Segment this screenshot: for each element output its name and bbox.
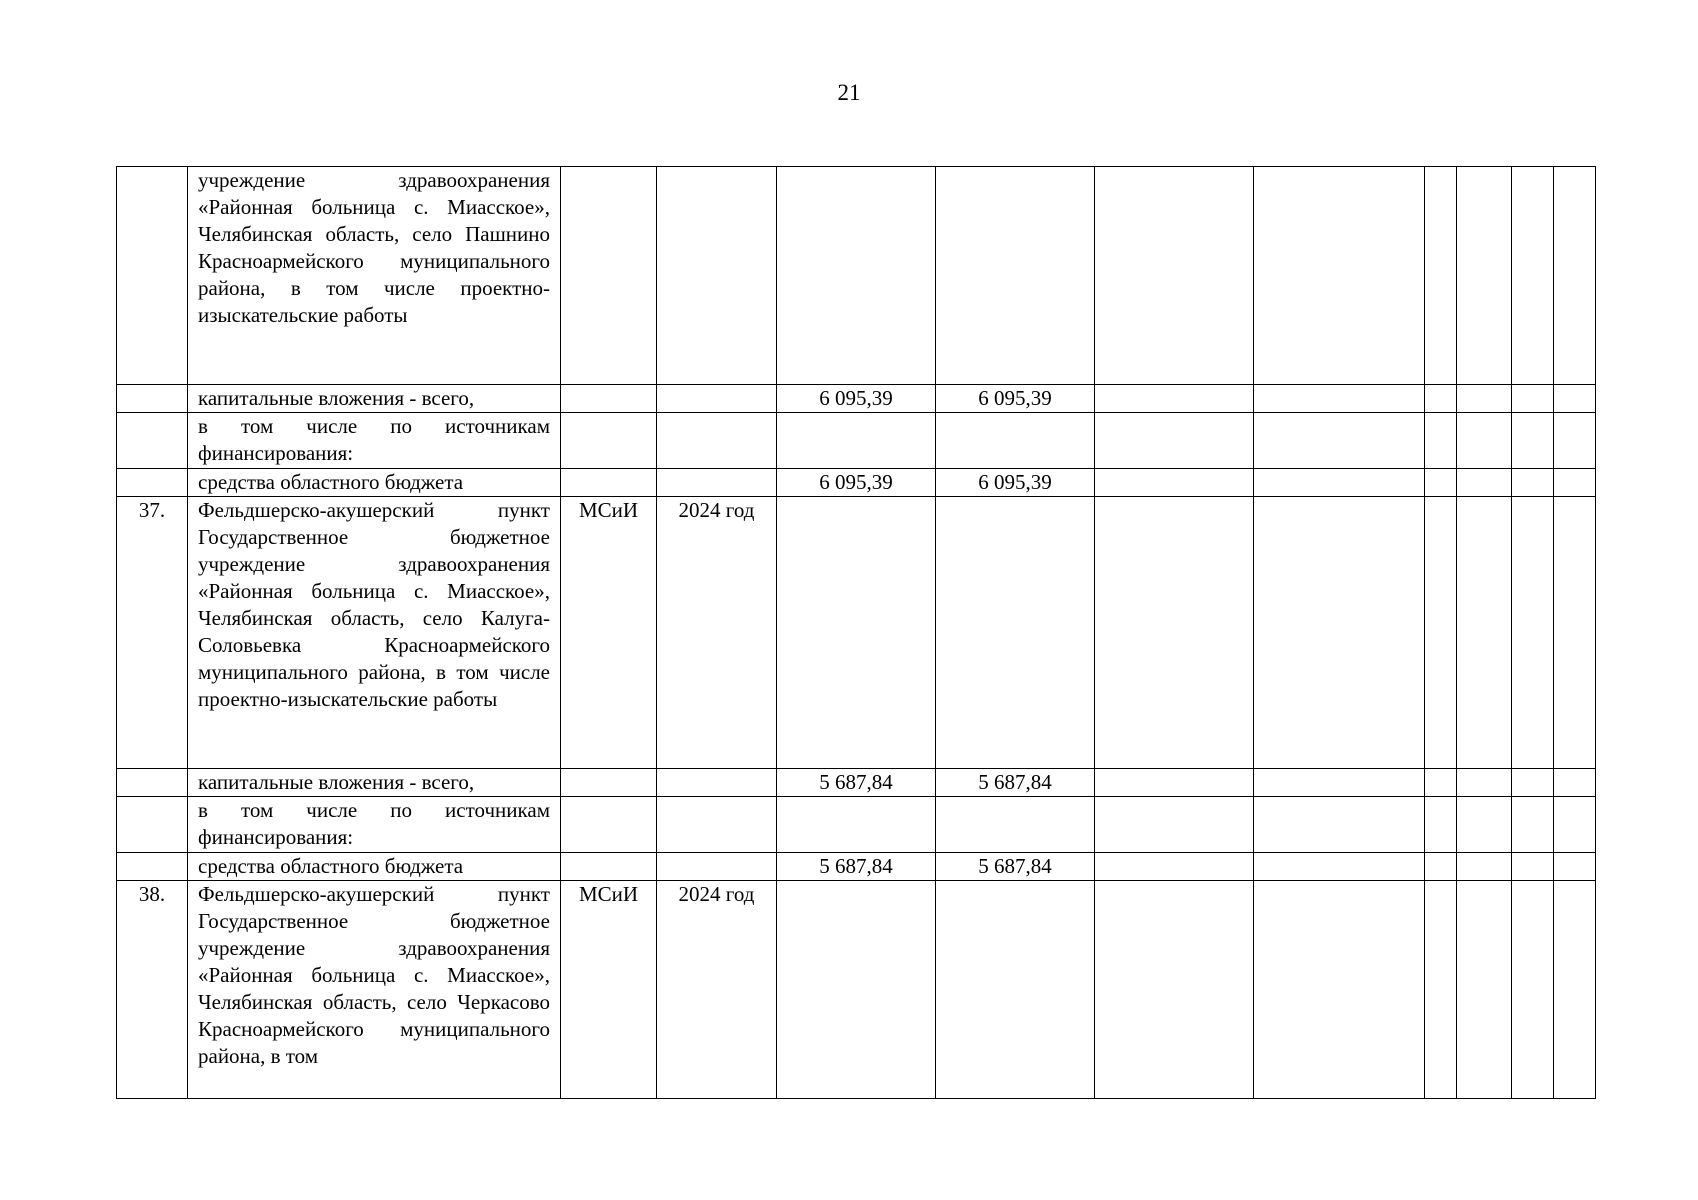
empty-cell [1512, 385, 1554, 413]
empty-cell [1425, 469, 1457, 497]
amount-total [777, 413, 936, 469]
empty-cell [1512, 167, 1554, 385]
empty-cell [1554, 853, 1596, 881]
table-row [117, 385, 1596, 413]
row-number [117, 797, 188, 853]
empty-cell [1095, 497, 1254, 769]
responsible-agency [561, 469, 657, 497]
responsible-agency [561, 797, 657, 853]
table-row [117, 881, 1596, 1099]
amount-total [777, 167, 936, 385]
amount-total [777, 881, 936, 1099]
implementation-period: 2024 год [657, 497, 777, 769]
object-description: капитальные вложения - всего, [188, 769, 561, 797]
empty-cell [1512, 881, 1554, 1099]
amount-year [936, 881, 1095, 1099]
empty-cell [1095, 853, 1254, 881]
empty-cell [1425, 853, 1457, 881]
table-row [117, 853, 1596, 881]
amount-year: 6 095,39 [936, 385, 1095, 413]
row-number: 37. [117, 497, 188, 769]
amount-year: 5 687,84 [936, 769, 1095, 797]
empty-cell [1095, 469, 1254, 497]
empty-cell [1554, 385, 1596, 413]
empty-cell [1554, 797, 1596, 853]
implementation-period [657, 167, 777, 385]
empty-cell [1457, 881, 1512, 1099]
table-row [117, 769, 1596, 797]
empty-cell [1425, 497, 1457, 769]
empty-cell [1425, 881, 1457, 1099]
empty-cell [1457, 469, 1512, 497]
empty-cell [1554, 413, 1596, 469]
empty-cell [1095, 413, 1254, 469]
implementation-period: 2024 год [657, 881, 777, 1099]
table-row [117, 497, 1596, 769]
amount-year [936, 797, 1095, 853]
row-number [117, 469, 188, 497]
empty-cell [1254, 385, 1425, 413]
empty-cell [1512, 469, 1554, 497]
responsible-agency [561, 853, 657, 881]
empty-cell [1457, 769, 1512, 797]
empty-cell [1512, 413, 1554, 469]
empty-cell [1254, 497, 1425, 769]
implementation-period [657, 769, 777, 797]
responsible-agency [561, 385, 657, 413]
empty-cell [1254, 769, 1425, 797]
empty-cell [1425, 385, 1457, 413]
object-description: в том числе по источникам финансирования: [188, 413, 561, 469]
page-number: 21 [837, 80, 861, 105]
amount-year: 6 095,39 [936, 469, 1095, 497]
empty-cell [1095, 797, 1254, 853]
empty-cell [1512, 497, 1554, 769]
empty-cell [1457, 797, 1512, 853]
object-description: Фельдшерско-акушерский пункт Государственное бюджетное учреждение здравоохранения «Районная больница с. Миасское», Челябинская область, село Калуга-Соловьевка Красноармейского муниципального района, в том числе проектно-изыскательские работы [188, 497, 561, 769]
responsible-agency [561, 769, 657, 797]
responsible-agency: МСиИ [561, 497, 657, 769]
empty-cell [1254, 881, 1425, 1099]
object-description: в том числе по источникам финансирования: [188, 797, 561, 853]
implementation-period [657, 797, 777, 853]
row-number [117, 413, 188, 469]
empty-cell [1554, 469, 1596, 497]
object-description: учреждение здравоохранения «Районная больница с. Миасское», Челябинская область, село Пашнино Красноармейского муниципального района, в том числе проектно-изыскательские работы [188, 167, 561, 385]
amount-total: 5 687,84 [777, 853, 936, 881]
amount-total [777, 797, 936, 853]
implementation-period [657, 853, 777, 881]
empty-cell [1512, 797, 1554, 853]
object-description: капитальные вложения - всего, [188, 385, 561, 413]
responsible-agency: МСиИ [561, 881, 657, 1099]
empty-cell [1254, 167, 1425, 385]
object-description: средства областного бюджета [188, 469, 561, 497]
table-row [117, 413, 1596, 469]
row-number: 38. [117, 881, 188, 1099]
empty-cell [1095, 769, 1254, 797]
amount-total [777, 497, 936, 769]
empty-cell [1425, 769, 1457, 797]
budget-table [116, 166, 1596, 1099]
empty-cell [1457, 853, 1512, 881]
row-number [117, 853, 188, 881]
empty-cell [1554, 881, 1596, 1099]
amount-year [936, 167, 1095, 385]
empty-cell [1254, 853, 1425, 881]
empty-cell [1254, 469, 1425, 497]
empty-cell [1425, 797, 1457, 853]
empty-cell [1095, 167, 1254, 385]
empty-cell [1554, 497, 1596, 769]
empty-cell [1457, 167, 1512, 385]
table-row [117, 167, 1596, 385]
table-row [117, 797, 1596, 853]
implementation-period [657, 413, 777, 469]
empty-cell [1425, 167, 1457, 385]
empty-cell [1457, 413, 1512, 469]
row-number [117, 769, 188, 797]
amount-year: 5 687,84 [936, 853, 1095, 881]
table-row [117, 469, 1596, 497]
amount-total: 6 095,39 [777, 385, 936, 413]
implementation-period [657, 385, 777, 413]
responsible-agency [561, 167, 657, 385]
row-number [117, 167, 188, 385]
amount-total: 6 095,39 [777, 469, 936, 497]
empty-cell [1254, 413, 1425, 469]
amount-total: 5 687,84 [777, 769, 936, 797]
row-number [117, 385, 188, 413]
empty-cell [1554, 769, 1596, 797]
amount-year [936, 413, 1095, 469]
object-description: Фельдшерско-акушерский пункт Государственное бюджетное учреждение здравоохранения «Районная больница с. Миасское», Челябинская область, село Черкасово Красноармейского муниципального района, в том [188, 881, 561, 1099]
empty-cell [1512, 769, 1554, 797]
implementation-period [657, 469, 777, 497]
empty-cell [1512, 853, 1554, 881]
empty-cell [1457, 385, 1512, 413]
empty-cell [1425, 413, 1457, 469]
responsible-agency [561, 413, 657, 469]
empty-cell [1095, 385, 1254, 413]
amount-year [936, 497, 1095, 769]
empty-cell [1254, 797, 1425, 853]
empty-cell [1095, 881, 1254, 1099]
table-body [117, 167, 1596, 1099]
empty-cell [1457, 497, 1512, 769]
object-description: средства областного бюджета [188, 853, 561, 881]
empty-cell [1554, 167, 1596, 385]
